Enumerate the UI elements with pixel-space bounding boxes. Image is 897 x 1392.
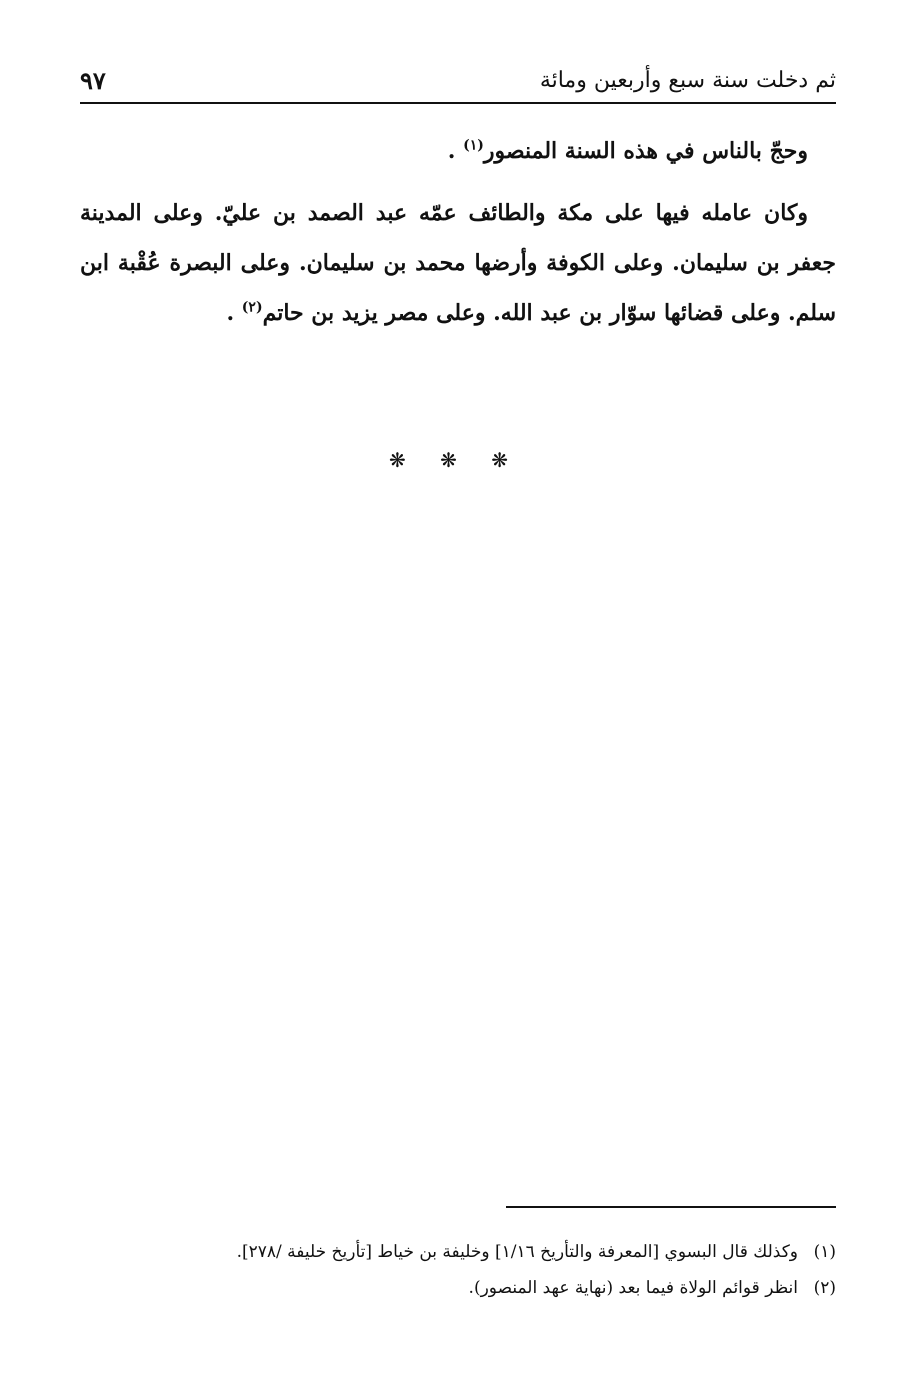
paragraph-2-text: وكان عامله فيها على مكة والطائف عمّه عبد الصمد بن عليّ. وعلى المدينة جعفر بن سليمان. وعلى الكوفة وأرضها محمد بن سليمان. وعلى البصرة عُقْبة ابن سلم. وعلى قضائها سوّار بن عبد الله. وعلى مصر يزيد بن حاتم	[80, 200, 836, 326]
footnote-ref-2: (٢)	[241, 299, 263, 316]
asterism-star-icon: ❋	[491, 448, 508, 472]
running-header	[80, 64, 836, 100]
paragraph-2-end: .	[226, 300, 242, 326]
footnote-2-text: انظر قوائم الولاة فيما بعد (نهاية عهد المنصور).	[468, 1278, 798, 1298]
main-text	[80, 126, 836, 338]
header-rule	[80, 102, 836, 104]
footnote-2	[80, 1270, 836, 1306]
footnotes	[80, 1234, 836, 1306]
asterism-star-icon: ❋	[440, 448, 457, 472]
paragraph-1	[80, 126, 836, 176]
footnote-1	[80, 1234, 836, 1270]
footnote-2-marker: (٢)	[813, 1278, 836, 1298]
paragraph-2	[80, 188, 836, 338]
footnote-ref-1: (١)	[463, 137, 484, 154]
asterism-star-icon: ❋	[388, 448, 406, 472]
section-separator	[0, 448, 897, 472]
footnote-1-marker: (١)	[813, 1242, 836, 1262]
footnote-1-text: وكذلك قال البسوي [المعرفة والتأريخ ١/١٦] وخليفة بن خياط [تأريخ خليفة /٢٧٨].	[236, 1242, 798, 1262]
paragraph-1-text: وحجّ بالناس في هذه السنة المنصور	[483, 138, 808, 164]
page-number: ٩٧	[80, 66, 106, 95]
paragraph-1-end: .	[447, 138, 464, 164]
running-header-title: ثم دخلت سنة سبع وأربعين ومائة	[539, 68, 836, 93]
footnote-rule	[506, 1206, 836, 1208]
